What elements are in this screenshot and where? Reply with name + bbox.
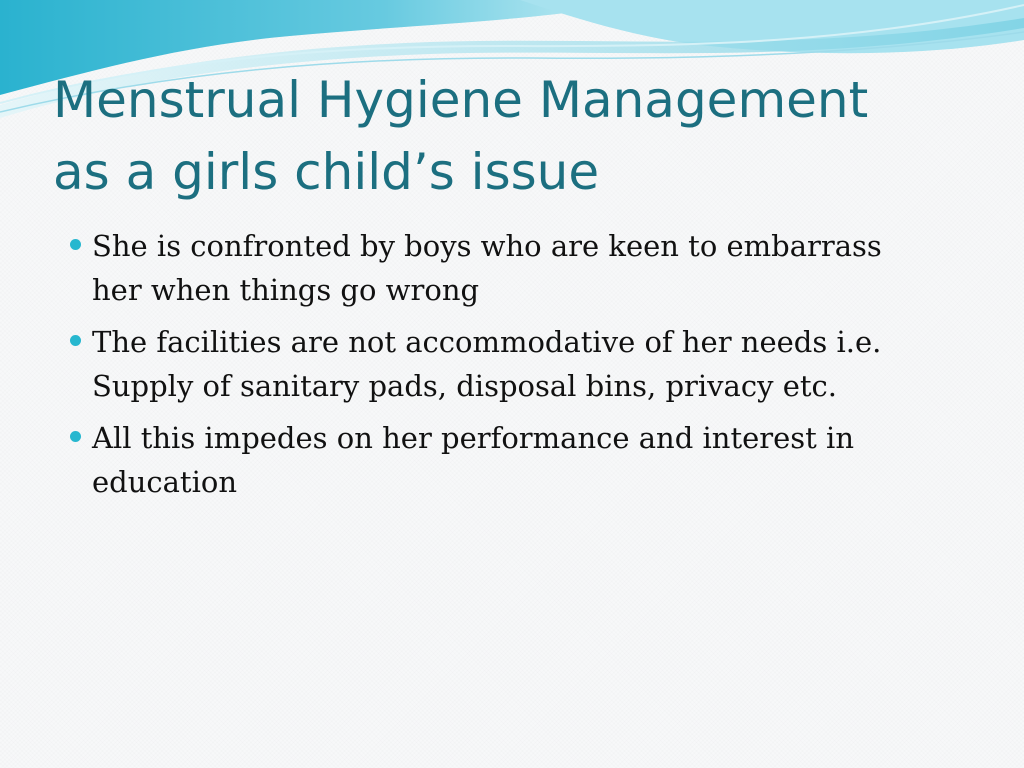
slide-title bbox=[53, 64, 983, 208]
bullet-text-3-line-2: education bbox=[92, 465, 237, 499]
bullet-text-1-line-2: her when things go wrong bbox=[92, 273, 480, 307]
bullet-text-2 bbox=[92, 320, 962, 408]
slide-title-line-1: Menstrual Hygiene Management bbox=[53, 71, 869, 129]
bullet-dot-icon bbox=[70, 335, 81, 346]
slide-title-line-2: as a girls child’s issue bbox=[53, 143, 600, 201]
bullet-text-1-line-1: She is confronted by boys who are keen to embarrass bbox=[92, 229, 882, 263]
bullet-text-2-line-1: The facilities are not accommodative of her needs i.e. bbox=[92, 325, 882, 359]
bullet-text-1 bbox=[92, 224, 962, 312]
bullet-text-2-line-2: Supply of sanitary pads, disposal bins, privacy etc. bbox=[92, 369, 837, 403]
bullet-dot-icon bbox=[70, 431, 81, 442]
bullet-list bbox=[62, 224, 962, 512]
bullet-dot-icon bbox=[70, 239, 81, 250]
bullet-text-3 bbox=[92, 416, 962, 504]
bullet-item-1 bbox=[62, 224, 962, 312]
bullet-item-3 bbox=[62, 416, 962, 504]
bullet-item-2 bbox=[62, 320, 962, 408]
bullet-text-3-line-1: All this impedes on her performance and interest in bbox=[92, 421, 855, 455]
